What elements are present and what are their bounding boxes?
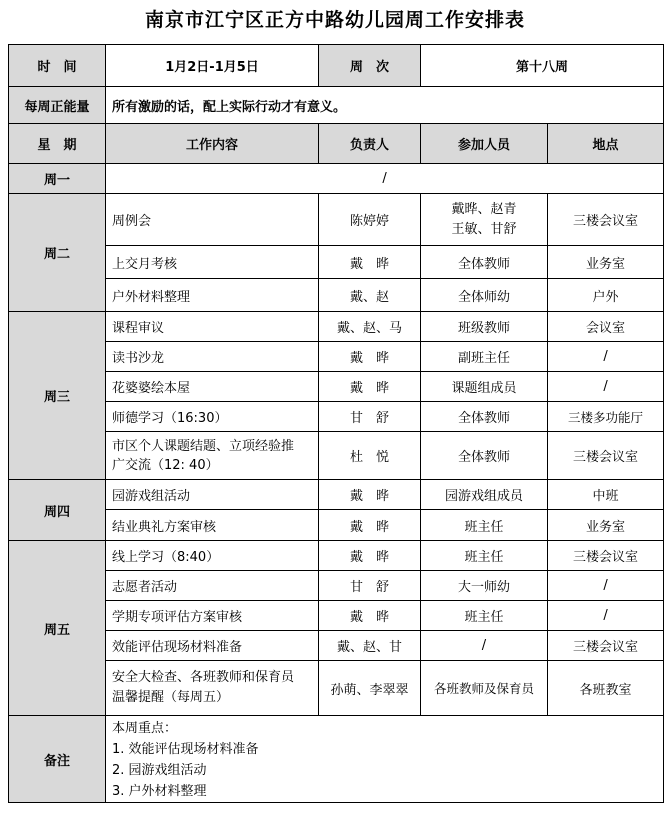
table-row (9, 432, 664, 480)
column-header-participants: 参加人员 (421, 124, 548, 164)
content-cell (106, 661, 319, 716)
table-row (9, 541, 664, 571)
participants-cell: 全体师幼 (421, 279, 548, 312)
location-cell: 三楼多功能厅 (548, 402, 664, 432)
owner-cell: 戴 晔 (319, 510, 421, 541)
participants-cell: 课题组成员 (421, 372, 548, 402)
time-label: 时 间 (9, 45, 106, 87)
day-label-wed: 周三 (9, 312, 106, 480)
location-cell: 业务室 (548, 510, 664, 541)
table-row (9, 510, 664, 541)
week-label: 周 次 (319, 45, 421, 87)
owner-cell: 戴、赵 (319, 279, 421, 312)
content-line: 广交流（12: 40） (112, 457, 219, 473)
owner-cell: 戴 晔 (319, 601, 421, 631)
location-cell: 三楼会议室 (548, 194, 664, 246)
remarks-label: 备注 (9, 716, 106, 803)
remarks-cell (106, 716, 664, 803)
location-cell: 三楼会议室 (548, 631, 664, 661)
content-line: 安全大检查、各班教师和保育员 (112, 670, 295, 685)
participants-cell: 副班主任 (421, 342, 548, 372)
content-cell: 结业典礼方案审核 (106, 510, 319, 541)
location-cell: / (548, 571, 664, 601)
column-header-content: 工作内容 (106, 124, 319, 164)
participants-cell: 园游戏组成员 (421, 480, 548, 510)
location-cell: / (548, 342, 664, 372)
owner-cell: 甘 舒 (319, 571, 421, 601)
table-row (9, 246, 664, 279)
motto-label: 每周正能量 (9, 87, 106, 124)
column-header-owner: 负责人 (319, 124, 421, 164)
motto-text: 所有激励的话，配上实际行动才有意义。 (106, 87, 664, 124)
content-cell: 志愿者活动 (106, 571, 319, 601)
remarks-item: 3. 户外材料整理 (112, 784, 207, 799)
table-row (9, 372, 664, 402)
time-value: 1月2日-1月5日 (106, 45, 319, 87)
participants-cell: 班主任 (421, 510, 548, 541)
location-cell: 会议室 (548, 312, 664, 342)
location-cell: 三楼会议室 (548, 541, 664, 571)
content-line: 市区个人课题结题、立项经验推 (112, 438, 295, 454)
day-label-mon: 周一 (9, 164, 106, 194)
table-row (9, 342, 664, 372)
participants-cell: / (421, 631, 548, 661)
remarks-row (9, 716, 664, 803)
remarks-heading: 本周重点： (112, 721, 178, 736)
content-cell: 线上学习（8:40） (106, 541, 319, 571)
participants-cell: 班级教师 (421, 312, 548, 342)
content-cell: 上交月考核 (106, 246, 319, 279)
table-row (9, 194, 664, 246)
owner-cell: 戴 晔 (319, 372, 421, 402)
participants-cell: 班主任 (421, 601, 548, 631)
remarks-item: 2. 园游戏组活动 (112, 763, 207, 778)
header-row (9, 45, 664, 87)
weekly-schedule-table (8, 44, 664, 803)
owner-cell: 杜 悦 (319, 432, 421, 480)
owner-cell: 戴、赵、甘 (319, 631, 421, 661)
participants-cell: 全体教师 (421, 432, 548, 480)
content-cell: 读书沙龙 (106, 342, 319, 372)
week-value: 第十八周 (421, 45, 664, 87)
owner-cell: 戴 晔 (319, 541, 421, 571)
day-label-tue: 周二 (9, 194, 106, 312)
page-title: 南京市江宁区正方中路幼儿园周工作安排表 (144, 9, 525, 31)
participants-line: 戴晔、赵青 (451, 201, 517, 217)
owner-cell: 孙萌、李翠翠 (319, 661, 421, 716)
table-row (9, 402, 664, 432)
location-cell: / (548, 372, 664, 402)
participants-cell (421, 194, 548, 246)
participants-line: 王敏、甘舒 (451, 221, 517, 237)
table-row (9, 631, 664, 661)
column-header-day: 星 期 (9, 124, 106, 164)
content-cell: 周例会 (106, 194, 319, 246)
mon-empty-cell: / (106, 164, 664, 194)
location-cell: 各班教室 (548, 661, 664, 716)
content-line: 温馨提醒（每周五） (112, 690, 230, 705)
content-cell (106, 432, 319, 480)
content-cell: 师德学习（16:30） (106, 402, 319, 432)
table-row (9, 601, 664, 631)
participants-cell: 全体教师 (421, 402, 548, 432)
participants-cell: 大一师幼 (421, 571, 548, 601)
location-cell: 三楼会议室 (548, 432, 664, 480)
column-header-row (9, 124, 664, 164)
participants-cell: 各班教师及保育员 (421, 661, 548, 716)
content-cell: 效能评估现场材料准备 (106, 631, 319, 661)
table-row (9, 571, 664, 601)
table-row (9, 661, 664, 716)
remarks-item: 1. 效能评估现场材料准备 (112, 742, 259, 757)
table-row (9, 312, 664, 342)
content-cell: 学期专项评估方案审核 (106, 601, 319, 631)
table-row (9, 480, 664, 510)
location-cell: / (548, 601, 664, 631)
location-cell: 中班 (548, 480, 664, 510)
content-cell: 课程审议 (106, 312, 319, 342)
owner-cell: 戴 晔 (319, 342, 421, 372)
day-label-fri: 周五 (9, 541, 106, 716)
column-header-location: 地点 (548, 124, 664, 164)
content-cell: 园游戏组活动 (106, 480, 319, 510)
owner-cell: 陈婷婷 (319, 194, 421, 246)
participants-cell: 班主任 (421, 541, 548, 571)
table-row (9, 164, 664, 194)
day-label-thu: 周四 (9, 480, 106, 541)
motto-row (9, 87, 664, 124)
location-cell: 户外 (548, 279, 664, 312)
content-cell: 花婆婆绘本屋 (106, 372, 319, 402)
owner-cell: 戴 晔 (319, 480, 421, 510)
content-cell: 户外材料整理 (106, 279, 319, 312)
owner-cell: 戴、赵、马 (319, 312, 421, 342)
participants-cell: 全体教师 (421, 246, 548, 279)
location-cell: 业务室 (548, 246, 664, 279)
owner-cell: 戴 晔 (319, 246, 421, 279)
table-row (9, 279, 664, 312)
owner-cell: 甘 舒 (319, 402, 421, 432)
